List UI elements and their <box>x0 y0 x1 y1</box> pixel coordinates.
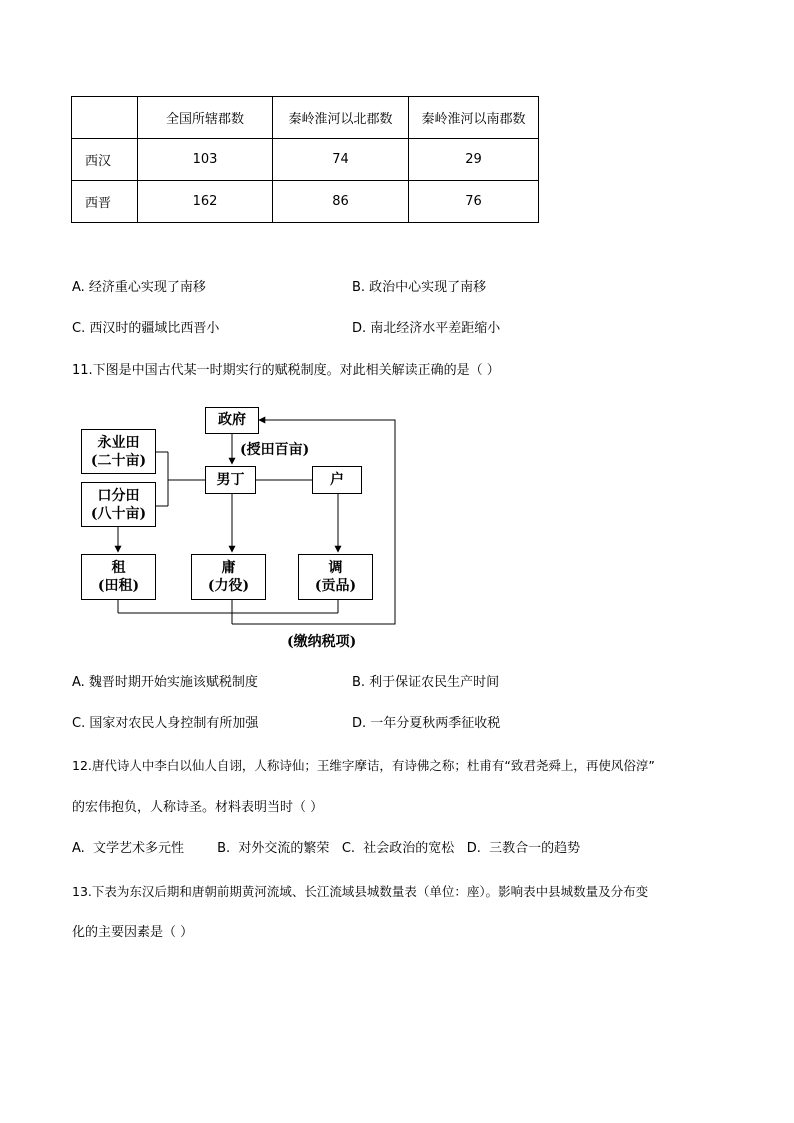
table-header-cell: 全国所辖郡数 <box>138 97 273 139</box>
box-koufen-area: (八十亩) <box>90 506 147 522</box>
box-nanding-label: 男丁 <box>216 472 245 488</box>
table-cell: 86 <box>273 181 409 223</box>
q11-option-c: C. 国家对农民人身控制有所加强 <box>72 716 259 731</box>
q10-option-c: C. 西汉时的疆域比西晋小 <box>72 321 220 336</box>
box-diao <box>298 554 373 600</box>
q11-option-d: D. 一年分夏秋两季征收税 <box>352 716 501 731</box>
table-cell: 162 <box>138 181 273 223</box>
q10-option-a: A. 经济重心实现了南移 <box>72 280 206 295</box>
q12-stem-line1: 12.唐代诗人中李白以仙人自诩，人称诗仙；王维字摩诘，有诗佛之称；杜甫有“致君尧舜上，再使风俗淳” <box>72 758 655 773</box>
box-hu-label: 户 <box>330 472 344 488</box>
box-zu-title: 租 <box>111 560 126 576</box>
box-yongye-field <box>81 429 156 474</box>
table-row-header: 西晋 <box>72 181 138 223</box>
table-row-header: 西汉 <box>72 139 138 181</box>
box-yong-title: 庸 <box>221 560 236 576</box>
box-nanding <box>205 466 256 494</box>
table-header-cell: 秦岭淮河以南郡数 <box>409 97 539 139</box>
box-yongye-title: 永业田 <box>97 435 140 451</box>
table-cell: 103 <box>138 139 273 181</box>
q13-stem-line1: 13.下表为东汉后期和唐朝前期黄河流域、长江流域县城数量表（单位：座）。影响表中县城数量及分布变 <box>72 884 649 899</box>
box-diao-title: 调 <box>328 560 343 576</box>
box-government <box>205 407 259 434</box>
q12-options: A. 文学艺术多元性 B. 对外交流的繁荣 C. 社会政治的宽松 D. 三教合一的趋势 <box>72 841 581 856</box>
box-zu <box>81 554 156 600</box>
q11-stem: 11.下图是中国古代某一时期实行的赋税制度。对此相关解读正确的是（ ） <box>72 363 500 378</box>
q13-stem-line2: 化的主要因素是（ ） <box>72 925 194 940</box>
q11-option-a: A. 魏晋时期开始实施该赋税制度 <box>72 675 258 690</box>
table-cell: 29 <box>409 139 539 181</box>
table-header-cell: 秦岭淮河以北郡数 <box>273 97 409 139</box>
box-hu <box>312 466 362 494</box>
box-zu-desc: (田租) <box>97 578 140 594</box>
box-government-label: 政府 <box>218 412 246 428</box>
label-grant-land: (授田百亩) <box>240 442 310 458</box>
q10-option-b: B. 政治中心实现了南移 <box>352 280 487 295</box>
box-yong <box>191 554 266 600</box>
box-koufen-title: 口分田 <box>97 488 140 504</box>
q10-option-d: D. 南北经济水平差距缩小 <box>352 321 501 336</box>
q11-option-b: B. 利于保证农民生产时间 <box>352 675 500 690</box>
box-diao-desc: (贡品) <box>314 578 357 594</box>
box-yong-desc: (力役) <box>207 578 250 594</box>
label-pay-taxes: (缴纳税项) <box>287 634 357 650</box>
box-yongye-area: (二十亩) <box>90 453 147 469</box>
q12-stem-line2: 的宏伟抱负，人称诗圣。材料表明当时（ ） <box>72 800 324 815</box>
table-cell: 74 <box>273 139 409 181</box>
table-cell: 76 <box>409 181 539 223</box>
box-koufen-field <box>81 482 156 527</box>
